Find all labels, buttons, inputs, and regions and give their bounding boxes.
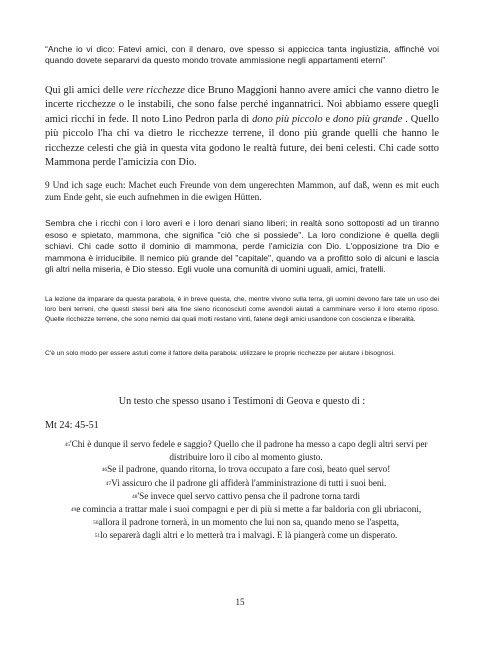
verse-text: e comincia a trattar male i suoi compagni e per di più si mette a far baldoria con gli ubriaconi, [76,504,422,515]
verse-text: 'Se invece quel servo cattivo pensa che il padrone torna tardi [137,490,361,501]
verse-number: 51 [94,533,101,540]
page-number: 15 [235,597,245,607]
verse-list [58,438,434,543]
commentary-emphasis-1: vere ricchezze [125,85,185,96]
commentary-text-4: . Quello più piccolo l'ha chi va dietro le ricchezze terrene, il dono più grande quelli che hanno le ricchezze celesti che già in questa vita godono le realtà future, dei beni celesti. Chi cade sotto Mammona perde l'amicizia con Dio. [45,113,440,169]
verse-47 [58,477,434,490]
verse-number: 48 [131,493,138,500]
verse-text: 'Chi è dunque il servo fedele e saggio? Quello che il padrone ha messo a capo degli altri servi per distribuire loro il cibo al momento giusto. [69,439,428,463]
only-way-paragraph: C'è un solo modo per essere astuti come il fattore della parabola: utilizzare le proprie ricchezze per aiutare i bisognosi. [45,350,395,357]
verse-number: 46 [101,467,108,474]
quote-paragraph: “Anche io vi dico: Fatevi amici, con il denaro, ove spesso si appiccica tanta ingiustizia, affinché voi quando dovete separarvi da questo mondo trovate ammissione negli appartamenti eterni” [45,44,439,66]
mammona-paragraph: Sembra che i ricchi con i loro averi e i loro denari siano liberi; in realtà sono sottoposti ad un tiranno esoso e spietato, mammona, che significa "ciò che si possiede". La loro condizione è quella degli schiavi. Chi cade sotto il dominio di mammona, perde l'amicizia con Dio. L'opposizione tra Dio e mammona è irriducibile. Il nemico più grande del "capitale", quando va a profitto solo di alcuni e lascia gli altri nella miseria, è Dio stesso. Egli vuole una comunità di uomini uguali, amici, fratelli. [45,218,439,274]
section-heading: Un testo che spesso usano i Testimoni di Geova e questo di : [118,396,366,407]
verse-number: 49 [70,507,77,514]
commentary-text-2: dice Bruno Maggioni hanno avere amici che vanno dietro le incerte ricchezze o le instabili, che sono false perché ingannatrici. Noi abbiamo essere quegli amici ricchi in fede. Il noto Lino Pedron parla di [45,85,439,125]
verse-49 [58,503,434,516]
verse-number: 50 [93,520,99,527]
lesson-paragraph: La lezione da imparare da questa parabola, è in breve questa, che, mentre vivono sulla terra, gli uomini devono fare tale un uso dei loro beni terreni, che questi stessi beni alla fine sieno riconosciuti come avendoli aiutati a camminare verso il loro eterno riposo. Quelle ricchezze terrene, che sono nemici dai quali molti restano vinti, fatene degli amici usandone con coscienza e liberalità. [45,296,439,324]
verse-number: 45 [64,442,70,448]
commentary-paragraph [45,84,439,170]
verse-text: allora il padrone tornerà, in un momento che lui non sa, quando meno se l'aspetta, [98,517,399,528]
verse-46 [58,463,434,476]
commentary-text-3: e [322,113,333,125]
verse-50 [58,516,434,529]
verse-text: lo separerà dagli altri e lo metterà tra i malvagi. E là piangerà come un disperato. [100,530,398,541]
commentary-text-1: Qui gli amici delle [45,85,126,96]
commentary-emphasis-2: dono più piccolo [252,113,323,125]
commentary-emphasis-3: dono più grande [333,113,403,125]
verse-number: 47 [105,480,112,487]
verse-45 [58,438,434,463]
verse-51 [58,529,434,542]
verse-text: Vi assicuro che il padrone gli affiderà l'amministrazione di tutti i suoi beni. [111,477,387,488]
scripture-reference: Mt 24: 45-51 [45,420,99,431]
german-verse-paragraph: 9 Und ich sage euch: Machet euch Freunde von dem ungerechten Mammon, auf daß, wenn es mit euch zum Ende geht, sie euch aufnehmen in die ewigen Hütten. [45,181,439,204]
verse-text: Se il padrone, quando ritorna, lo trova occupato a fare così, beato quel servo! [107,464,391,475]
verse-48 [58,490,434,503]
